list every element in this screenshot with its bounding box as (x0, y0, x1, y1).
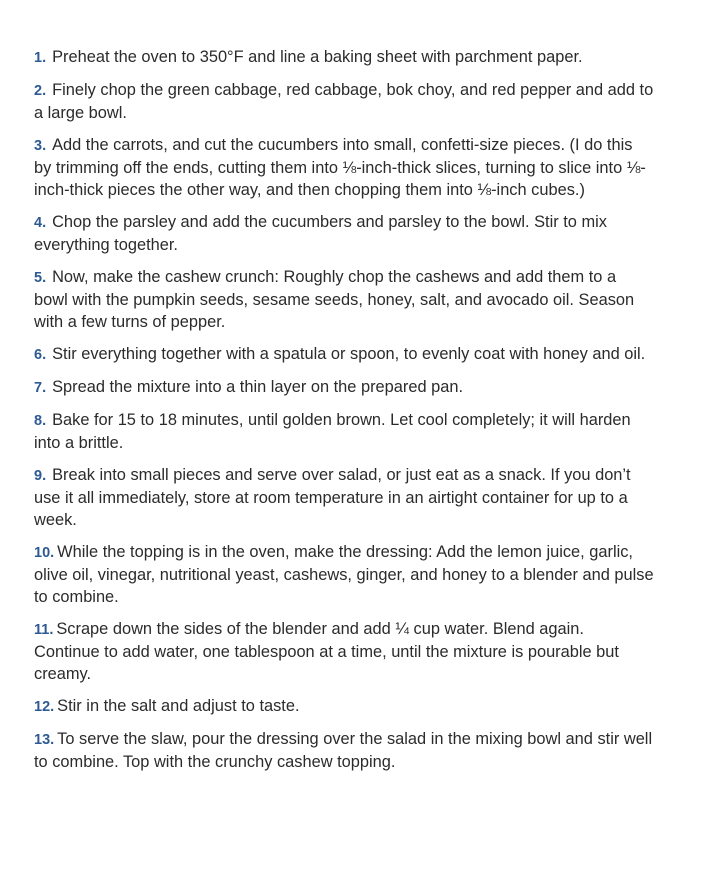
step-text: Finely chop the green cabbage, red cabbage, bok choy, and red pepper and add to a large bowl. (34, 81, 654, 122)
step-number: 13. (34, 732, 55, 748)
step-number: 11. (34, 622, 54, 638)
step-number: 8. (34, 413, 47, 429)
recipe-step (34, 211, 654, 256)
step-text: Stir everything together with a spatula or spoon, to evenly coat with honey and oil. (52, 345, 646, 363)
recipe-step (34, 343, 654, 366)
recipe-step (34, 46, 654, 69)
step-number: 2. (34, 83, 47, 99)
recipe-step (34, 541, 654, 608)
step-text: Now, make the cashew crunch: Roughly chop the cashews and add them to a bowl with the pumpkin seeds, sesame seeds, honey, salt, and avocado oil. Season with a few turns of pepper. (34, 268, 635, 331)
step-text: Bake for 15 to 18 minutes, until golden brown. Let cool completely; it will harden into a brittle. (34, 411, 631, 452)
step-number: 1. (34, 50, 47, 66)
step-number: 5. (34, 270, 47, 286)
step-text: Break into small pieces and serve over salad, or just eat as a snack. If you don’t use it all immediately, store at room temperature in an airtight container for up to a week. (34, 466, 631, 529)
step-text: Stir in the salt and adjust to taste. (57, 697, 300, 715)
step-text: Spread the mixture into a thin layer on the prepared pan. (52, 378, 464, 396)
recipe-steps-list (34, 46, 654, 783)
step-number: 9. (34, 468, 47, 484)
step-number: 4. (34, 215, 47, 231)
recipe-step (34, 79, 654, 124)
step-number: 6. (34, 347, 47, 363)
recipe-step (34, 695, 654, 718)
recipe-step (34, 409, 654, 454)
step-number: 10. (34, 545, 55, 561)
recipe-step (34, 376, 654, 399)
step-text: To serve the slaw, pour the dressing over the salad in the mixing bowl and stir well to combine. Top with the crunchy cashew topping. (34, 730, 653, 771)
recipe-step (34, 134, 654, 201)
recipe-step (34, 464, 654, 531)
step-text: Preheat the oven to 350°F and line a baking sheet with parchment paper. (52, 48, 583, 66)
step-text: Scrape down the sides of the blender and add ¼ cup water. Blend again. Continue to add water, one tablespoon at a time, until the mixture is pourable but creamy. (34, 620, 619, 683)
recipe-step (34, 618, 654, 685)
recipe-step (34, 728, 654, 773)
step-number: 7. (34, 380, 47, 396)
recipe-step (34, 266, 654, 333)
step-text: Add the carrots, and cut the cucumbers into small, confetti-size pieces. (I do this by trimming off the ends, cutting them into ⅛-inch-thick slices, turning to slice into ⅛-inch-thick pieces the other way, and then chopping them into ⅛-inch cubes.) (34, 136, 646, 199)
step-number: 3. (34, 138, 47, 154)
step-text: While the topping is in the oven, make the dressing: Add the lemon juice, garlic, olive oil, vinegar, nutritional yeast, cashews, ginger, and honey to a blender and pulse to combine. (34, 543, 654, 606)
step-text: Chop the parsley and add the cucumbers and parsley to the bowl. Stir to mix everything together. (34, 213, 607, 254)
step-number: 12. (34, 699, 55, 715)
